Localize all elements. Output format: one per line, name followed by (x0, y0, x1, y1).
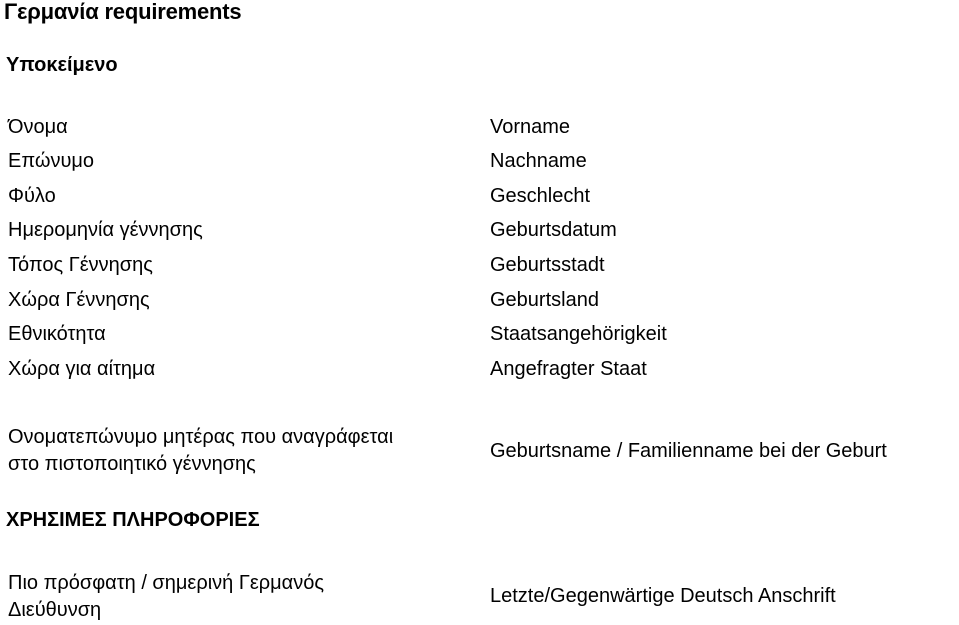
label-de-birth-country: Geburtsland (490, 289, 599, 311)
label-de-mother-name: Geburtsname / Familienname bei der Geburt (490, 440, 887, 462)
page-title: Γερμανία requirements (4, 0, 242, 24)
label-de-request-country: Angefragter Staat (490, 358, 647, 380)
label-el-nationality: Εθνικότητα (8, 323, 106, 345)
label-el-gender: Φύλο (8, 185, 56, 207)
label-de-last-name: Nachname (490, 150, 587, 172)
label-el-birth-place: Τόπος Γέννησης (8, 254, 153, 276)
label-de-first-name: Vorname (490, 116, 571, 138)
label-de-nationality: Staatsangehörigkeit (490, 323, 667, 345)
label-el-last-name: Επώνυμο (8, 150, 95, 172)
label-el-first-name: Όνομα (8, 116, 68, 138)
label-el-address-line1: Πιο πρόσφατη / σημερινή Γερμανός (8, 572, 324, 594)
label-el-birth-country: Χώρα Γέννησης (8, 289, 150, 311)
label-el-mother-name-line1: Ονοματεπώνυμο μητέρας που αναγράφεται (8, 426, 394, 448)
section-heading-useful-info: ΧΡΗΣΙΜΕΣ ΠΛΗΡΟΦΟΡΙΕΣ (6, 509, 260, 531)
label-de-birth-place: Geburtsstadt (490, 254, 605, 276)
label-de-address: Letzte/Gegenwärtige Deutsch Anschrift (490, 585, 836, 607)
section-heading-subject: Υποκείμενο (6, 54, 118, 76)
label-de-gender: Geschlecht (490, 185, 591, 207)
label-de-birth-date: Geburtsdatum (490, 219, 617, 241)
label-el-address-line2: Διεύθυνση (8, 599, 102, 621)
label-el-mother-name-line2: στο πιστοποιητικό γέννησης (8, 453, 256, 475)
label-el-birth-date: Ημερομηνία γέννησης (8, 219, 203, 241)
label-el-request-country: Χώρα για αίτημα (8, 358, 156, 380)
